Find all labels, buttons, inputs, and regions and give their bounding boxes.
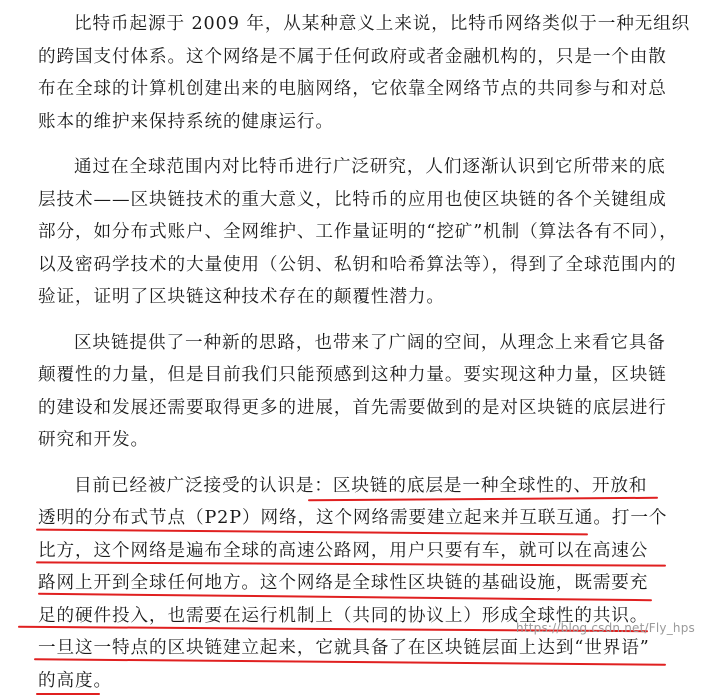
text-line: 路网上开到全球任何地方。这个网络是全球性区块链的基础设施，既需要充 — [38, 567, 666, 600]
document-page — [38, 0, 666, 697]
paragraph-2 — [38, 151, 666, 314]
text-line: 足的硬件投入，也需要在运行机制上（共同的协议上）形成全球性的共识。 — [38, 600, 666, 633]
paragraph-1 — [38, 8, 666, 138]
text-line: 比方，这个网络是遍布全球的高速公路网，用户只要有车，就可以在高速公 — [38, 535, 666, 568]
text-line: 的建设和发展还需要取得更多的进展，首先需要做到的是对区块链的底层进行 — [38, 392, 666, 425]
text-line: 的高度。 — [38, 665, 666, 697]
text-line: 验证，证明了区块链这种技术存在的颠覆性潜力。 — [38, 281, 666, 314]
text-line: 区块链提供了一种新的思路，也带来了广阔的空间，从理念上来看它具备 — [38, 327, 666, 360]
text-line: 颠覆性的力量，但是目前我们只能预感到这种力量。要实现这种力量，区块链 — [38, 359, 666, 392]
text-line: 比特币起源于 2009 年，从某种意义上来说，比特币网络类似于一种无组织 — [38, 8, 666, 41]
red-underline — [36, 693, 100, 695]
text-line: 透明的分布式节点（P2P）网络，这个网络需要建立起来并互联互通。打一个 — [38, 502, 666, 535]
text-line: 账本的维护来保持系统的健康运行。 — [38, 106, 666, 139]
text-line: 目前已经被广泛接受的认识是：区块链的底层是一种全球性的、开放和 — [38, 470, 666, 503]
paragraph-3 — [38, 327, 666, 457]
text-line: 布在全球的计算机创建出来的电脑网络，它依靠全网络节点的共同参与和对总 — [38, 73, 666, 106]
paragraph-4-highlighted — [38, 470, 666, 697]
watermark: https://blog.csdn.net/Fly_hps — [516, 621, 695, 635]
text-line: 层技术——区块链技术的重大意义，比特币的应用也使区块链的各个关键组成 — [38, 184, 666, 217]
text-line: 的跨国支付体系。这个网络是不属于任何政府或者金融机构的，只是一个由散 — [38, 41, 666, 74]
text-line: 通过在全球范围内对比特币进行广泛研究，人们逐渐认识到它所带来的底 — [38, 151, 666, 184]
text-line: 一旦这一特点的区块链建立起来，它就具备了在区块链层面上达到“世界语” — [38, 632, 666, 665]
text-line: 研究和开发。 — [38, 424, 666, 457]
text-line: 部分，如分布式账户、全网维护、工作量证明的“挖矿”机制（算法各有不同）， — [38, 216, 666, 249]
text-line: 以及密码学技术的大量使用（公钥、私钥和哈希算法等），得到了全球范围内的 — [38, 249, 666, 282]
